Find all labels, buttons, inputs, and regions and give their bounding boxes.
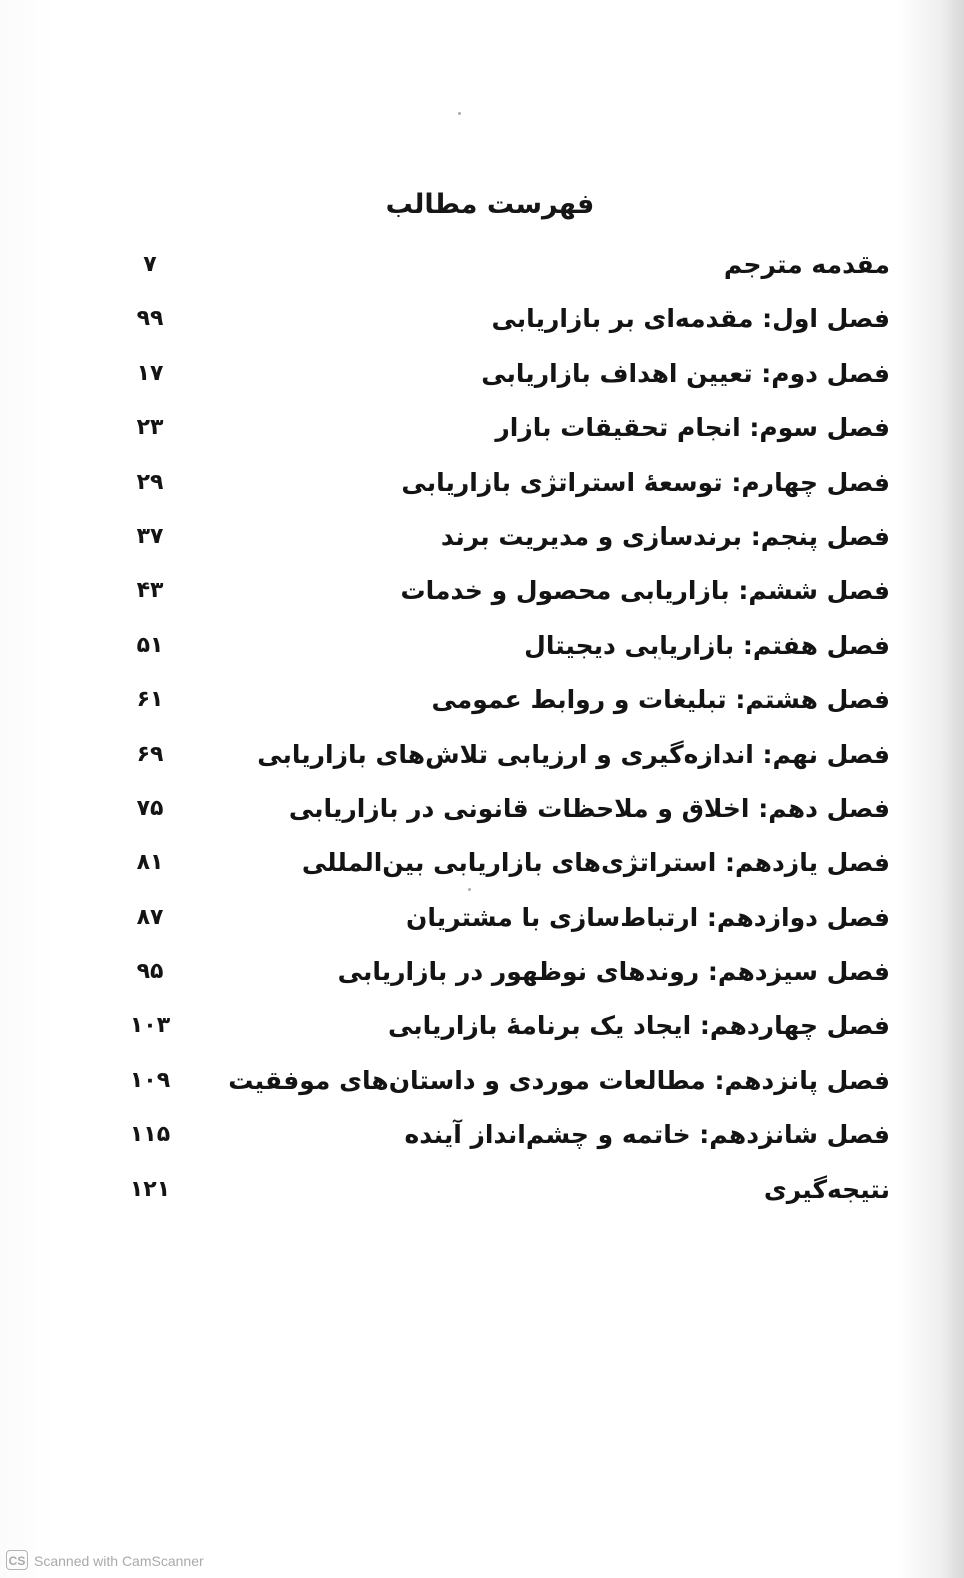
toc-entry-label: فصل پنجم: برندسازی و مدیریت برند (440, 521, 890, 551)
toc-entry-page-number: ۹۹ (136, 306, 164, 332)
camscanner-logo-icon: CS (6, 1550, 28, 1570)
toc-entry-label: مقدمه مترجم (723, 250, 890, 279)
toc-entry-page-number: ۲۳ (136, 415, 164, 441)
toc-entry-page-number: ۱۲۱ (129, 1176, 171, 1202)
toc-entry-page-number: ۱۰۳ (129, 1013, 171, 1039)
toc-entry-label: فصل ششم: بازاریابی محصول و خدمات (400, 576, 890, 606)
toc-entry (120, 514, 900, 568)
toc-entry (120, 623, 900, 677)
toc-entry-label: فصل هفتم: بازاریابی دیجیتال (524, 630, 890, 660)
toc-entry-label: فصل شانزدهم: خاتمه و چشم‌انداز آینده (404, 1120, 890, 1150)
toc-entry-page-number: ۱۱۵ (129, 1122, 171, 1148)
toc-entry-page-number: ۷ (143, 252, 157, 277)
toc-entry-page-number: ۸۱ (136, 850, 164, 876)
watermark-text: Scanned with CamScanner (34, 1553, 204, 1569)
toc-entry (120, 949, 900, 1003)
toc-entry-label: فصل یازدهم: استراتژی‌های بازاریابی بین‌المللی (301, 848, 890, 878)
toc-entry-page-number: ۲۹ (136, 469, 164, 495)
toc-entry (120, 895, 900, 949)
toc-entry-label: فصل دهم: اخلاق و ملاحظات قانونی در بازاریابی (288, 793, 890, 823)
page-edge-shadow (942, 0, 964, 1578)
toc-entry-page-number: ۶۹ (136, 741, 164, 767)
toc-entry-label: فصل چهاردهم: ایجاد یک برنامۀ بازاریابی (387, 1011, 890, 1041)
table-of-contents (120, 242, 900, 1221)
toc-entry (120, 1167, 900, 1221)
toc-entry-label: فصل اول: مقدمه‌ای بر بازاریابی (491, 304, 890, 334)
toc-entry-page-number: ۴۳ (136, 578, 164, 604)
toc-entry-label: فصل چهارم: توسعۀ استراتژی بازاریابی (401, 467, 890, 497)
toc-entry (120, 1058, 900, 1112)
toc-entry-page-number: ۳۷ (136, 523, 164, 549)
scan-speck (458, 112, 461, 115)
toc-entry-label: فصل پانزدهم: مطالعات موردی و داستان‌های موفقیت (228, 1065, 890, 1095)
toc-entry (120, 351, 900, 405)
toc-entry-label: فصل دوم: تعیین اهداف بازاریابی (481, 358, 890, 388)
toc-entry-label: فصل سوم: انجام تحقیقات بازار (495, 413, 890, 443)
scanner-watermark (0, 1544, 964, 1578)
toc-entry-page-number: ۸۷ (136, 904, 164, 930)
toc-entry (120, 405, 900, 459)
toc-entry-label: فصل دوازدهم: ارتباط‌سازی با مشتریان (406, 902, 890, 932)
toc-entry-page-number: ۵۱ (136, 632, 164, 658)
toc-entry (120, 568, 900, 622)
toc-entry (120, 786, 900, 840)
toc-entry-label: فصل سیزدهم: روندهای نوظهور در بازاریابی (337, 957, 890, 987)
toc-entry-label: نتیجه‌گیری (763, 1174, 890, 1204)
toc-entry (120, 1003, 900, 1057)
toc-entry-page-number: ۱۰۹ (129, 1067, 171, 1093)
toc-entry-label: فصل هشتم: تبلیغات و روابط عمومی (431, 685, 890, 715)
toc-entry-page-number: ۷۵ (136, 795, 164, 821)
toc-entry-page-number: ۱۷ (136, 360, 164, 386)
toc-entry-page-number: ۹۵ (136, 959, 164, 985)
toc-entry (120, 296, 900, 350)
toc-entry (120, 460, 900, 514)
toc-entry (120, 677, 900, 731)
toc-entry (120, 732, 900, 786)
toc-entry (120, 1112, 900, 1166)
toc-entry-label: فصل نهم: اندازه‌گیری و ارزیابی تلاش‌های بازاریابی (257, 739, 890, 769)
toc-title: فهرست مطالب (385, 189, 595, 220)
toc-entry (120, 840, 900, 894)
toc-entry-page-number: ۶۱ (136, 687, 164, 713)
toc-entry (120, 242, 900, 296)
